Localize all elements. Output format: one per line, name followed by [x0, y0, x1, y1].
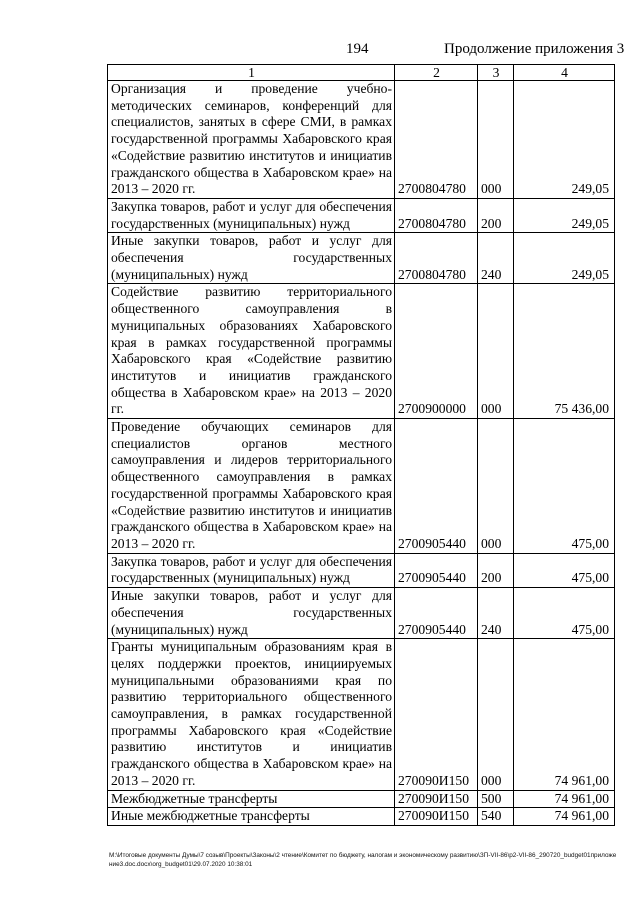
row-amount: 475,00	[514, 553, 615, 587]
row-amount: 74 961,00	[514, 639, 615, 790]
column-header: 1	[108, 65, 395, 81]
table-row	[108, 233, 615, 284]
row-amount: 75 436,00	[514, 284, 615, 419]
column-header: 3	[478, 65, 514, 81]
page-number: 194	[346, 41, 369, 57]
row-code: 2700905440	[395, 588, 478, 639]
row-code: 270090И150	[395, 790, 478, 808]
table-row	[108, 198, 615, 232]
table-row	[108, 588, 615, 639]
row-description: Проведение обучающих семинаров для специалистов органов местного самоуправления и лидеров территориального общественного самоуправления в рамках государственной программы Хабаровского края «Содействие развитию институтов и инициатив гражданского общества в Хабаровском крае» на 2013 – 2020 гг.	[108, 419, 395, 554]
row-code: 270090И150	[395, 808, 478, 826]
row-amount: 249,05	[514, 198, 615, 232]
row-amount: 475,00	[514, 419, 615, 554]
row-code: 270090И150	[395, 639, 478, 790]
row-expense-type: 540	[478, 808, 514, 826]
row-amount: 74 961,00	[514, 808, 615, 826]
row-code: 2700905440	[395, 419, 478, 554]
row-expense-type: 000	[478, 81, 514, 199]
row-code: 2700804780	[395, 198, 478, 232]
continuation-label: Продолжение приложения 3	[444, 41, 625, 57]
row-description: Межбюджетные трансферты	[108, 790, 395, 808]
row-amount: 249,05	[514, 233, 615, 284]
row-expense-type: 000	[478, 284, 514, 419]
row-description: Закупка товаров, работ и услуг для обеспечения государственных (муниципальных) нужд	[108, 553, 395, 587]
table-row	[108, 81, 615, 199]
footer-file-path: M:\Итоговые документы Думы\7 созыв\Проекты\Законы\2 чтение\Комитет по бюджету, налогам и экономическому развитию\ЗП-VII-86\р2-VII-86_290720_budget01приложение3.doc.docx\org_budget01\29.07.2020 10:38:01	[109, 852, 617, 868]
row-description: Иные межбюджетные трансферты	[108, 808, 395, 826]
row-description: Закупка товаров, работ и услуг для обеспечения государственных (муниципальных) нужд	[108, 198, 395, 232]
table-row	[108, 790, 615, 808]
row-description: Гранты муниципальным образованиям края в целях поддержки проектов, инициируемых муниципальными образованиями края по развитию территориального общественного самоуправления, в рамках государственной программы Хабаровского края «Содействие развитию институтов и инициатив гражданского общества в Хабаровском крае» на 2013 – 2020 гг.	[108, 639, 395, 790]
row-expense-type: 240	[478, 233, 514, 284]
budget-table	[107, 64, 615, 826]
row-amount: 475,00	[514, 588, 615, 639]
table-header-row	[108, 65, 615, 81]
row-description: Содействие развитию территориального общественного самоуправления в муниципальных образованиях Хабаровского края в рамках государственной программы Хабаровского края «Содействие развитию институтов и инициатив гражданского общества в Хабаровском крае» на 2013 – 2020 гг.	[108, 284, 395, 419]
row-amount: 74 961,00	[514, 790, 615, 808]
row-description: Иные закупки товаров, работ и услуг для обеспечения государственных (муниципальных) нужд	[108, 588, 395, 639]
table-row	[108, 808, 615, 826]
table-row	[108, 284, 615, 419]
row-code: 2700905440	[395, 553, 478, 587]
row-expense-type: 500	[478, 790, 514, 808]
column-header: 4	[514, 65, 615, 81]
table-row	[108, 639, 615, 790]
row-code: 2700900000	[395, 284, 478, 419]
row-code: 2700804780	[395, 233, 478, 284]
row-amount: 249,05	[514, 81, 615, 199]
row-expense-type: 240	[478, 588, 514, 639]
table-row	[108, 553, 615, 587]
row-description: Организация и проведение учебно-методических семинаров, конференций для специалистов, занятых в сфере СМИ, в рамках государственной программы Хабаровского края «Содействие развитию институтов и инициатив гражданского общества в Хабаровском крае» на 2013 – 2020 гг.	[108, 81, 395, 199]
row-code: 2700804780	[395, 81, 478, 199]
row-expense-type: 000	[478, 639, 514, 790]
row-expense-type: 000	[478, 419, 514, 554]
row-description: Иные закупки товаров, работ и услуг для обеспечения государственных (муниципальных) нужд	[108, 233, 395, 284]
table-row	[108, 419, 615, 554]
column-header: 2	[395, 65, 478, 81]
row-expense-type: 200	[478, 553, 514, 587]
row-expense-type: 200	[478, 198, 514, 232]
